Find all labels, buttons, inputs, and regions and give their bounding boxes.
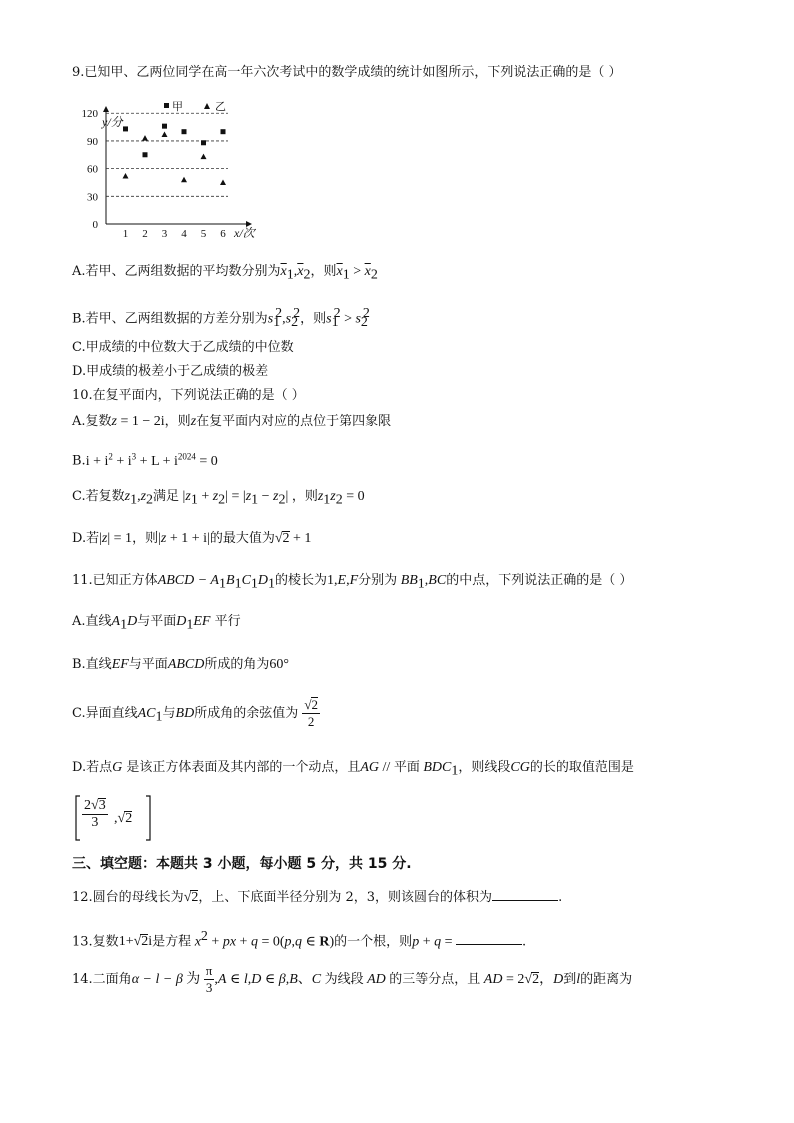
q13-answer-blank[interactable] (456, 932, 522, 945)
x-axis-label: x/次 (234, 226, 255, 240)
x-tick-label: 1 (122, 228, 129, 240)
q9-option-a: A.若甲、乙两组数据的平均数分别为$\overline{x}_1,\overline{x}_2$，则$\overline{x}_1 > \overline{x}_2$ (72, 264, 378, 283)
legend-label-yi: 乙 (215, 101, 226, 113)
q11-option-d: D.若点G 是该正方体表面及其内部的一个动点，且AG // 平面 $BDC_1$，则线段CG的长的取值范围是 (72, 760, 634, 779)
point-yi (201, 154, 207, 160)
q9-scatter-chart (72, 90, 272, 240)
point-yi (181, 177, 187, 183)
q9-stem: 9.已知甲、乙两位同学在高一年六次考试中的数学成绩的统计如图所示，下列说法正确的是（ ） (72, 65, 622, 80)
q10-option-a: A.复数z = 1 − 2i，则z在复平面内对应的点位于第四象限 (72, 414, 392, 429)
point-yi (162, 131, 168, 137)
x-tick-label: 2 (142, 228, 148, 240)
point-jia (123, 126, 128, 131)
point-jia (201, 140, 206, 145)
legend-label-jia: 甲 (172, 101, 183, 113)
q14: 14.二面角α − l − β 为 $\frac{\pi}{3}$ ,A ∈ l,D ∈ β,B、C 为线段 AD 的三等分点，且 AD = 2√2，D到l的距离为 (72, 963, 633, 995)
legend-marker-yi (204, 103, 210, 109)
x-tick-label: 6 (220, 228, 226, 240)
x-tick-label: 5 (200, 228, 207, 240)
q12: 12.圆台的母线长为√2，上、下底面半径分别为 2，3，则该圆台的体积为 . (72, 890, 563, 905)
point-yi (123, 173, 129, 179)
point-yi (220, 179, 226, 185)
y-tick-label: 60 (87, 163, 98, 176)
point-jia (182, 129, 187, 134)
point-jia (162, 124, 167, 129)
q11-option-b: B.直线EF与平面ABCD所成的角为60° (72, 657, 289, 672)
y-tick-label: 90 (87, 135, 98, 148)
y-tick-label: 120 (81, 108, 98, 121)
q10-option-c: C.若复数$z_1,z_2$满足 $|z_1 + z_2| = |z_1 - z_2|$ ，则$z_1z_2 = 0$ (72, 489, 365, 508)
y-axis-arrow (103, 106, 109, 112)
q13: 13.复数1+√2i是方程 $x^2$ + px + q = 0(p,q ∈ R)的一个根，则p + q = . (72, 929, 527, 950)
x-tick-label: 3 (161, 228, 168, 240)
q11-stem: 11.已知正方体ABCD − $A_1B_1C_1D_1$的棱长为1,E,F分别为 $BB_1,BC$的中点，下列说法正确的是（ ） (72, 573, 633, 592)
q12-answer-blank[interactable] (492, 888, 558, 901)
q9-option-c: C.甲成绩的中位数大于乙成绩的中位数 (72, 340, 294, 355)
x-tick-label: 4 (181, 228, 187, 240)
section-3-heading: 三、填空题：本题共 3 小题，每小题 5 分，共 15 分. (72, 856, 412, 872)
q11-option-c: C.异面直线$AC_1$与BD所成角的余弦值为 $\frac{√2}{2}$ (72, 697, 318, 729)
q10-option-b: $B.i + i^2 + i^3 + L + i^{2024} = 0$ (72, 451, 218, 469)
y-tick-label: 0 (92, 219, 98, 231)
q11-option-a: A.直线$A_1D$与平面$D_1EF$ 平行 (72, 614, 241, 633)
point-jia (221, 129, 226, 134)
q10-stem: 10.在复平面内，下列说法正确的是（ ） (72, 388, 305, 403)
q9-option-d: D.甲成绩的极差小于乙成绩的极差 (72, 364, 269, 379)
point-yi (142, 135, 148, 141)
q9-option-b: B.若甲、乙两组数据的方差分别为$s_1^2,s_2^2$，则$s_1^2 > s_2^2$ (72, 306, 370, 330)
q10-option-d: D.若|z| = 1，则|z + 1 + i|的最大值为√2 + 1 (72, 531, 312, 546)
point-jia (143, 152, 148, 157)
y-tick-label: 30 (87, 191, 98, 204)
legend-marker-jia (164, 103, 169, 108)
y-axis-label: y/分 (102, 115, 123, 129)
